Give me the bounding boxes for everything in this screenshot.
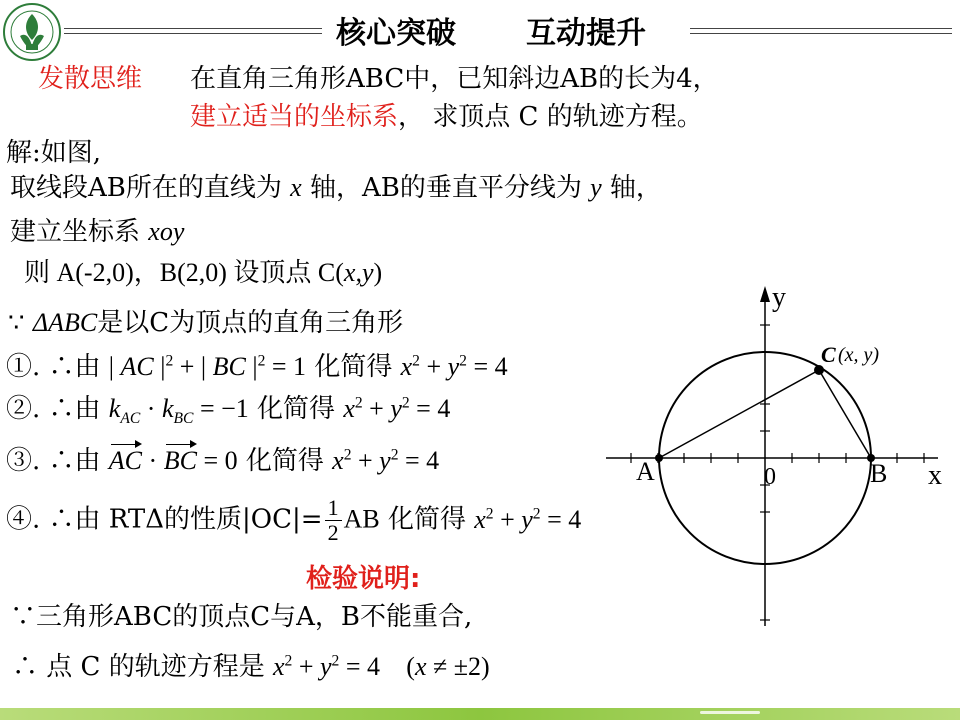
method-1 — [6, 352, 508, 382]
one-half-fraction: $\frac{1}{2}$ — [325, 496, 342, 545]
label-c: C — [821, 342, 836, 367]
header-title-right: 互动提升 — [526, 16, 646, 51]
axis-line — [10, 173, 662, 203]
segment-ac — [659, 370, 819, 458]
points-text: 则 A(-2,0)，B(2,0) 设顶点 C( — [24, 258, 344, 287]
method-4-text: 化简得 — [387, 504, 466, 535]
coordinate-figure — [600, 280, 960, 630]
coord-xoy: xoy — [148, 217, 185, 246]
points-line — [24, 258, 382, 288]
method-2-formula: $k_{AC} \cdot k_{BC} = -1$ — [108, 394, 249, 428]
label-b: B — [870, 459, 888, 488]
label-a: A — [636, 457, 655, 486]
axis-y-var: y — [590, 173, 602, 202]
method-1-formula: | AC $|^2$ + | BC $|^2 = 1$ — [108, 352, 307, 381]
check-line2-prefix: ∴ 点 C 的轨迹方程是 — [12, 652, 265, 682]
method-3-result: $x^2 + y^2 = 4$ — [332, 446, 440, 475]
because-text: 是以C为顶点的直角三角形 — [97, 308, 404, 338]
check-line1: ∵三角形ABC的顶点C与A，B不能重合, — [10, 602, 473, 632]
header-rule-left — [64, 28, 322, 29]
method-2-text: 化简得 — [257, 394, 336, 424]
problem-line2 — [190, 102, 703, 132]
method-4 — [6, 496, 581, 545]
coord-line — [10, 217, 184, 247]
method-3-formula: AC · BC = 0 — [108, 446, 238, 475]
check-condition: (x ≠ ±2) — [406, 652, 490, 681]
axis-x-var: x — [290, 173, 302, 202]
bottom-bar — [0, 708, 960, 720]
label-c-coords: (x, y) — [838, 344, 880, 366]
label-o: 0 — [764, 464, 776, 490]
points-xy: x,y — [343, 258, 374, 287]
bottom-bar-highlight — [700, 711, 760, 714]
label-x: x — [928, 460, 942, 491]
header-title-left: 核心突破 — [336, 16, 456, 51]
header-rule-right — [690, 28, 952, 29]
problem-line1: 在直角三角形ABC中，已知斜边AB的长为4， — [190, 64, 719, 94]
axis-line-b: 轴，AB的垂直平分线为 — [301, 173, 582, 203]
method-4-rt: RTΔ的性质|OC|= — [108, 504, 323, 535]
check-line2 — [12, 652, 490, 682]
method-1-text: 化简得 — [314, 352, 393, 382]
because-line — [8, 308, 403, 338]
problem-line2-red: 建立适当的坐标系 — [190, 102, 399, 132]
because-symbol: ∵ — [8, 308, 25, 338]
problem-line2-rest: ， 求顶点 C 的轨迹方程。 — [398, 102, 703, 132]
coord-line-a: 建立坐标系 — [10, 217, 141, 247]
method-1-prefix: ①. ∴由 — [6, 352, 101, 382]
method-2-result: $x^2 + y^2 = 4$ — [343, 394, 451, 423]
method-2 — [6, 394, 451, 428]
check-title: 检验说明: — [306, 564, 421, 594]
axis-line-c: 轴， — [601, 173, 662, 203]
method-3-prefix: ③. ∴由 — [6, 446, 101, 476]
method-4-result: $x^2 + y^2 = 4$ — [474, 504, 582, 534]
method-4-ab: AB — [343, 504, 380, 534]
method-3 — [6, 446, 439, 476]
y-axis-arrow — [760, 286, 770, 302]
points-close: ) — [373, 258, 383, 287]
because-triangle: ΔABC — [32, 308, 98, 337]
header-rule-left-2 — [64, 33, 322, 34]
segment-bc — [819, 370, 871, 458]
point-a — [655, 454, 663, 462]
check-result: $x^2 + y^2 = 4$ — [272, 652, 380, 681]
label-y: y — [772, 282, 786, 313]
problem-label: 发散思维 — [38, 64, 143, 94]
solution-intro: 解:如图, — [6, 138, 102, 168]
method-4-prefix: ④. ∴由 — [6, 504, 101, 535]
method-3-text: 化简得 — [245, 446, 324, 476]
method-1-result: $x^2 + y^2 = 4$ — [400, 352, 508, 381]
axis-line-a: 取线段AB所在的直线为 — [10, 173, 282, 203]
school-logo — [2, 2, 62, 62]
header-rule-right-2 — [690, 33, 952, 34]
method-2-prefix: ②. ∴由 — [6, 394, 101, 424]
